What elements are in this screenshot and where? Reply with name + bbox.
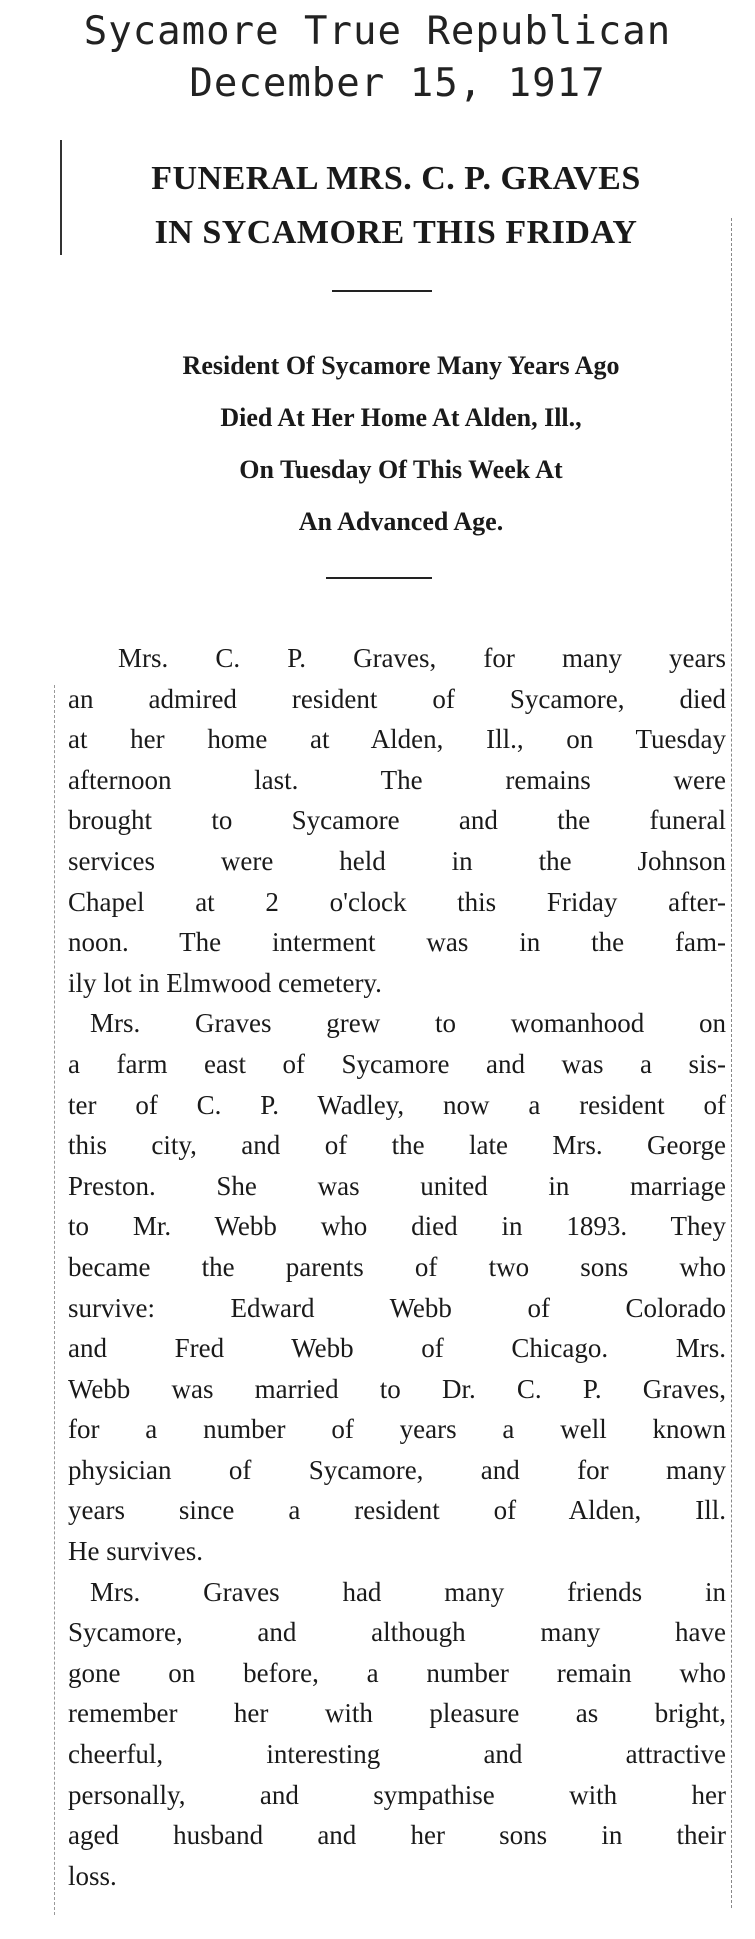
paragraph-line: an admired resident of Sycamore, died: [68, 683, 726, 714]
paragraph-line: this city, and of the late Mrs. George: [68, 1130, 726, 1161]
paragraph-line: Preston. She was united in marriage: [68, 1170, 726, 1201]
paragraph-line: ily lot in Elmwood cemetery.: [68, 967, 382, 998]
paragraph-line: to Mr. Webb who died in 1893. They: [68, 1211, 726, 1242]
deck-line-2: Died At Her Home At Alden, Ill.,: [220, 403, 582, 432]
paragraph-line: personally, and sympathise with her: [68, 1779, 726, 1810]
paragraph-line: brought to Sycamore and the funeral: [68, 805, 726, 836]
paragraph-line: afternoon last. The remains were: [68, 764, 726, 795]
paragraph-line: Mrs. Graves had many friends in: [90, 1576, 726, 1607]
paragraph-line: survive: Edward Webb of Colorado: [68, 1292, 726, 1323]
deck-line-4: An Advanced Age.: [298, 507, 504, 536]
column-rule-left-body: [54, 685, 56, 1915]
paragraph-line: loss.: [68, 1860, 117, 1891]
paragraph-line: Webb was married to Dr. C. P. Graves,: [68, 1373, 726, 1404]
paragraph-1: [68, 638, 726, 1003]
paragraph-line: noon. The interment was in the fam-: [68, 927, 726, 958]
headline-divider: [332, 290, 432, 292]
paragraph-line: remember her with pleasure as bright,: [68, 1698, 726, 1729]
paragraph-line: became the parents of two sons who: [68, 1251, 726, 1282]
subheadline-deck: [70, 340, 732, 548]
paragraph-3: [68, 1572, 726, 1897]
headline-line-1: FUNERAL MRS. C. P. GRAVES: [151, 160, 641, 197]
paragraph-line: services were held in the Johnson: [68, 845, 726, 876]
article-body: [68, 638, 726, 1896]
paragraph-line: years since a resident of Alden, Ill.: [68, 1495, 726, 1526]
publication-date: December 15, 1917: [189, 61, 606, 106]
deck-divider: [326, 577, 432, 579]
paragraph-line: Mrs. C. P. Graves, for many years: [118, 643, 726, 673]
paragraph-line: at her home at Alden, Ill., on Tuesday: [68, 724, 726, 755]
paragraph-line: aged husband and her sons in their: [68, 1820, 726, 1851]
headline-line-2: IN SYCAMORE THIS FRIDAY: [154, 214, 638, 251]
deck-line-1: Resident Of Sycamore Many Years Ago: [182, 351, 620, 380]
deck-line-3: On Tuesday Of This Week At: [239, 455, 563, 484]
newspaper-clipping: [60, 140, 732, 1930]
headline: [60, 152, 732, 260]
paragraph-line: physician of Sycamore, and for many: [68, 1454, 726, 1485]
paragraph-line: cheerful, interesting and attractive: [68, 1739, 726, 1770]
publication-name: Sycamore True Republican: [83, 9, 672, 54]
paragraph-line: gone on before, a number remain who: [68, 1657, 726, 1688]
source-header: [0, 0, 755, 110]
paragraph-line: Sycamore, and although many have: [68, 1617, 726, 1648]
paragraph-line: Chapel at 2 o'clock this Friday after-: [68, 886, 726, 917]
paragraph-line: Mrs. Graves grew to womanhood on: [90, 1008, 726, 1039]
paragraph-line: and Fred Webb of Chicago. Mrs.: [68, 1333, 726, 1364]
paragraph-line: ter of C. P. Wadley, now a resident of: [68, 1089, 726, 1120]
paragraph-2: [68, 1003, 726, 1571]
paragraph-line: a farm east of Sycamore and was a sis-: [68, 1048, 726, 1079]
paragraph-line: He survives.: [68, 1536, 203, 1567]
paragraph-line: for a number of years a well known: [68, 1414, 726, 1445]
